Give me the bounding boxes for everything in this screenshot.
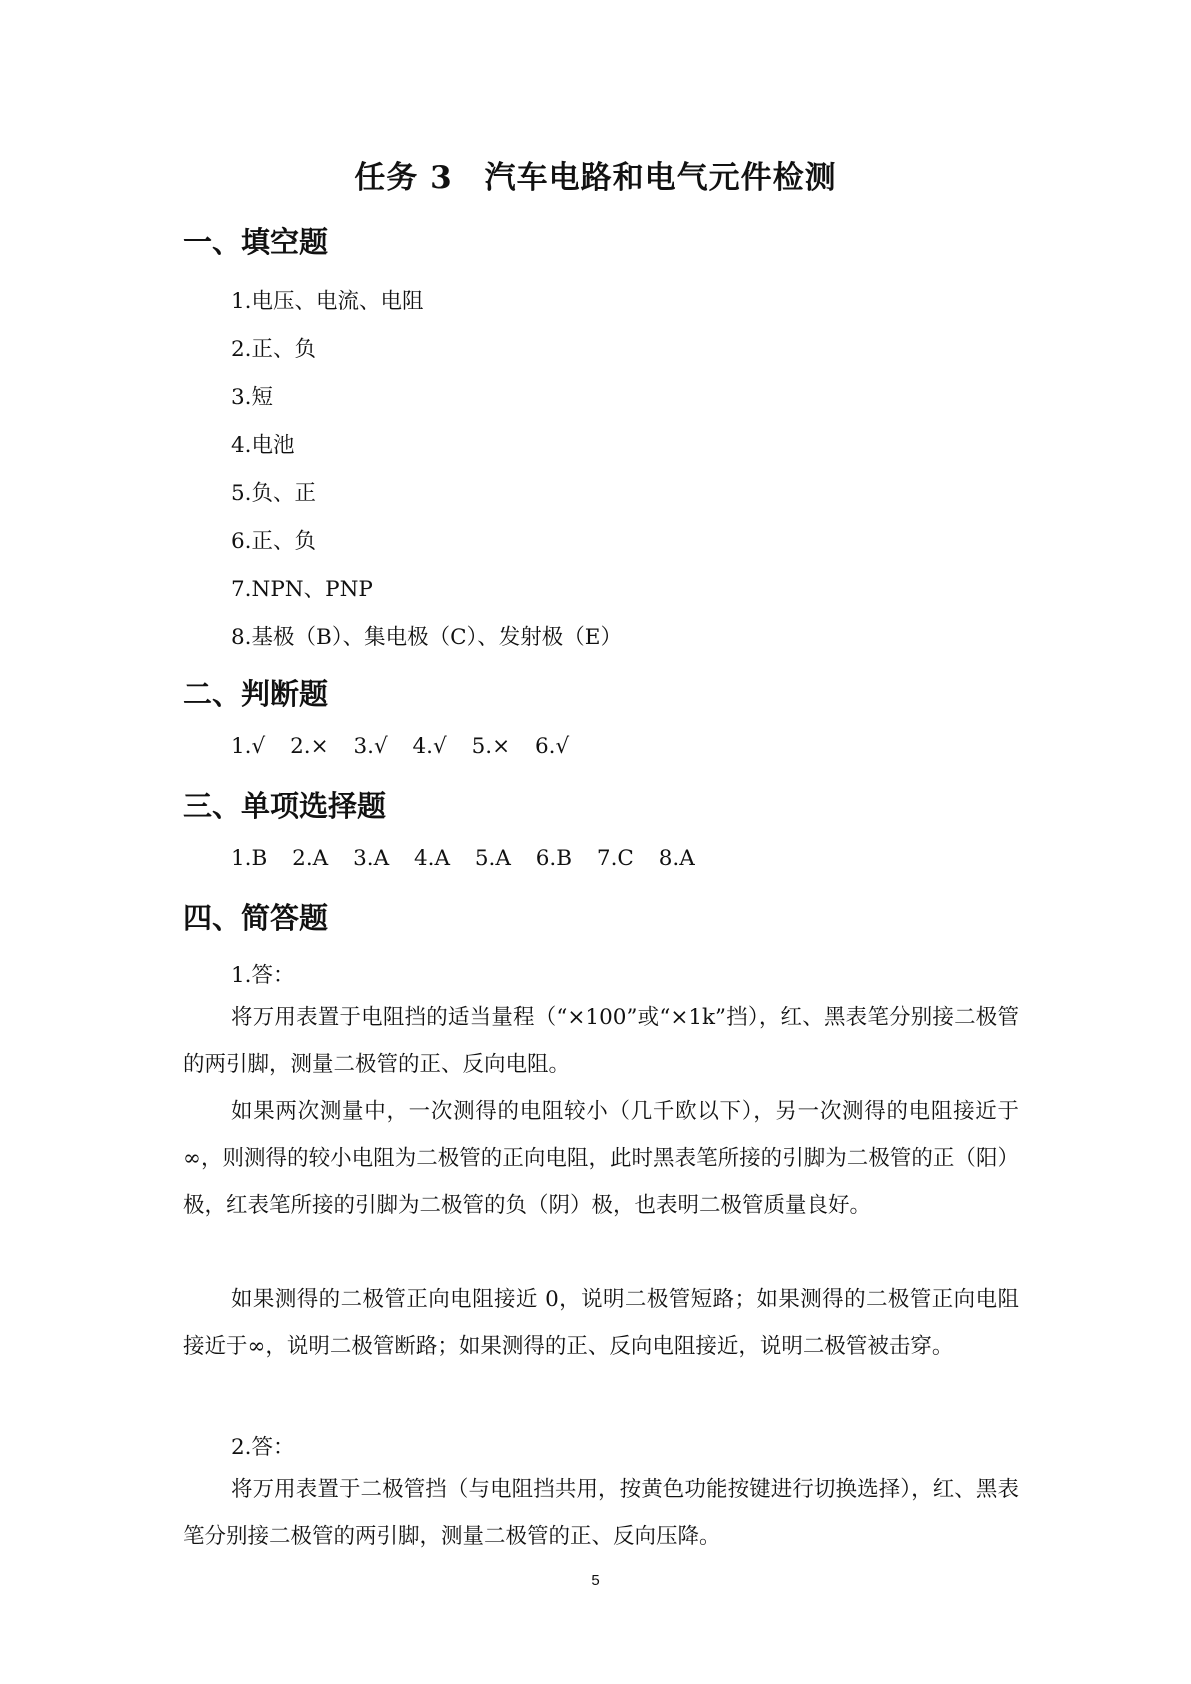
tf-answer: 3.√ xyxy=(353,734,388,759)
answer-paragraph: 如果测得的二极管正向电阻接近 0，说明二极管短路；如果测得的二极管正向电阻接近于∞，说明二极管断路；如果测得的正、反向电阻接近，说明二极管被击穿。 xyxy=(183,1287,1019,1359)
question-2-label: 2.答： xyxy=(231,1435,295,1460)
choice-answer: 4.A xyxy=(413,846,450,871)
single-choice-answers xyxy=(231,846,713,871)
answer-line: 8.基极（B）、集电极（C）、发射极（E） xyxy=(231,625,622,650)
section-heading-short-answer: 四、简答题 xyxy=(183,901,329,935)
choice-answer: 7.C xyxy=(596,846,634,871)
choice-answer: 1.B xyxy=(231,846,268,871)
section-heading-fill-blank: 一、填空题 xyxy=(183,225,329,259)
tf-answer: 4.√ xyxy=(412,734,447,759)
page-number: 5 xyxy=(591,1572,600,1589)
section-heading-true-false: 二、判断题 xyxy=(183,677,329,711)
tf-answer: 1.√ xyxy=(231,734,266,759)
answer-line: 2.正、负 xyxy=(231,337,317,362)
section-heading-single-choice: 三、单项选择题 xyxy=(183,789,387,823)
answer-line: 6.正、负 xyxy=(231,529,317,554)
answer-line: 7.NPN、PNP xyxy=(231,577,373,602)
tf-answer: 5.× xyxy=(471,734,511,759)
answer-paragraph: 如果两次测量中，一次测得的电阻较小（几千欧以下），另一次测得的电阻接近于∞，则测得的较小电阻为二极管的正向电阻，此时黑表笔所接的引脚为二极管的正（阳）极，红表笔所接的引脚为二极管的负（阴）极，也表明二极管质量良好。 xyxy=(183,1099,1019,1218)
choice-answer: 3.A xyxy=(353,846,390,871)
answer-line: 3.短 xyxy=(231,385,274,410)
true-false-answers xyxy=(231,734,587,759)
answer-paragraph: 将万用表置于二极管挡（与电阻挡共用，按黄色功能按键进行切换选择），红、黑表笔分别接二极管的两引脚，测量二极管的正、反向压降。 xyxy=(183,1477,1019,1549)
choice-answer: 6.B xyxy=(535,846,573,871)
choice-answer: 2.A xyxy=(292,846,329,871)
choice-answer: 8.A xyxy=(658,846,695,871)
choice-answer: 5.A xyxy=(474,846,511,871)
answer-line: 5.负、正 xyxy=(231,481,317,506)
answer-line: 1.电压、电流、电阻 xyxy=(231,289,424,314)
tf-answer: 6.√ xyxy=(534,734,570,759)
question-1-label: 1.答： xyxy=(231,963,295,988)
page-title: 任务 3 汽车电路和电气元件检测 xyxy=(354,160,837,196)
answer-line: 4.电池 xyxy=(231,433,295,458)
tf-answer: 2.× xyxy=(290,734,329,759)
answer-paragraph: 将万用表置于电阻挡的适当量程（“×100”或“×1k”挡），红、黑表笔分别接二极管的两引脚，测量二极管的正、反向电阻。 xyxy=(183,1005,1019,1077)
